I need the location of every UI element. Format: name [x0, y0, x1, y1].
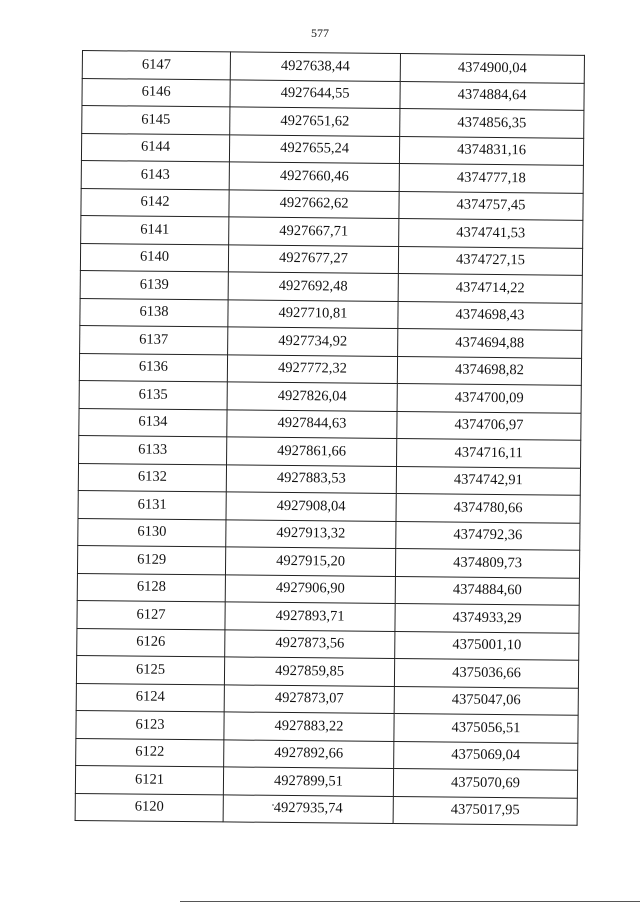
y-coordinate-cell: 4374706,97 [397, 411, 581, 440]
point-number-cell: 6131 [78, 490, 226, 519]
x-coordinate-cell: 4927772,32 [227, 354, 397, 383]
x-coordinate-cell: 4927899,51 [223, 767, 393, 796]
y-coordinate-cell: 4375056,51 [394, 714, 578, 743]
point-number-cell: 6120 [75, 793, 223, 822]
x-coordinate-cell: 4927892,66 [224, 739, 394, 768]
y-coordinate-cell: 4375069,04 [394, 741, 578, 770]
y-coordinate-cell: 4374742,91 [396, 466, 580, 495]
y-coordinate-cell: 4374716,11 [397, 439, 581, 468]
x-coordinate-cell: 4927861,66 [227, 437, 397, 466]
x-coordinate-cell: 4927677,27 [228, 244, 398, 273]
table-body [75, 51, 584, 826]
point-number-cell: 6123 [76, 710, 224, 739]
x-coordinate-cell: 4927883,22 [224, 712, 394, 741]
point-number-cell: 6129 [77, 545, 225, 574]
x-coordinate-cell: 4927873,07 [224, 684, 394, 713]
point-number-cell: 6136 [79, 353, 227, 382]
x-coordinate-cell: 4927655,24 [229, 134, 399, 163]
x-coordinate-cell: 4927906,90 [225, 574, 395, 603]
y-coordinate-cell: 4374698,43 [398, 301, 582, 330]
y-coordinate-cell: 4374757,45 [399, 191, 583, 220]
x-coordinate-cell: 4927873,56 [225, 629, 395, 658]
x-coordinate-cell: 4927662,62 [229, 189, 399, 218]
table-row [75, 793, 577, 825]
y-coordinate-cell: 4374698,82 [397, 356, 581, 385]
y-coordinate-cell: 4374933,29 [395, 604, 579, 633]
y-coordinate-cell: 4374884,60 [395, 576, 579, 605]
x-coordinate-cell: 4927935,74 [223, 794, 393, 823]
y-coordinate-cell: 4375070,69 [393, 769, 577, 798]
point-number-cell: 6127 [77, 600, 225, 629]
x-coordinate-cell: 4927660,46 [229, 162, 399, 191]
x-coordinate-cell: 4927908,04 [226, 492, 396, 521]
point-number-cell: 6126 [77, 628, 225, 657]
x-coordinate-cell: 4927651,62 [230, 107, 400, 136]
point-number-cell: 6141 [81, 215, 229, 244]
x-coordinate-cell: 4927844,63 [227, 409, 397, 438]
point-number-cell: 6130 [78, 518, 226, 547]
y-coordinate-cell: 4374694,88 [398, 329, 582, 358]
x-coordinate-cell: 4927644,55 [230, 79, 400, 108]
point-number-cell: 6121 [75, 765, 223, 794]
y-coordinate-cell: 4375047,06 [394, 686, 578, 715]
x-coordinate-cell: 4927667,71 [229, 217, 399, 246]
page-number: 577 [311, 26, 329, 40]
point-number-cell: 6145 [82, 106, 230, 135]
scan-speck [272, 804, 274, 806]
point-number-cell: 6122 [76, 738, 224, 767]
point-number-cell: 6133 [79, 435, 227, 464]
x-coordinate-cell: 4927893,71 [225, 602, 395, 631]
y-coordinate-cell: 4374831,16 [399, 136, 583, 165]
point-number-cell: 6147 [82, 51, 230, 80]
x-coordinate-cell: 4927638,44 [230, 52, 400, 81]
x-coordinate-cell: 4927692,48 [228, 272, 398, 301]
point-number-cell: 6128 [77, 573, 225, 602]
point-number-cell: 6124 [76, 683, 224, 712]
point-number-cell: 6143 [81, 160, 229, 189]
y-coordinate-cell: 4374714,22 [398, 274, 582, 303]
point-number-cell: 6134 [79, 408, 227, 437]
point-number-cell: 6139 [80, 270, 228, 299]
y-coordinate-cell: 4374809,73 [395, 549, 579, 578]
point-number-cell: 6125 [76, 655, 224, 684]
point-number-cell: 6137 [80, 325, 228, 354]
point-number-cell: 6132 [78, 463, 226, 492]
x-coordinate-cell: 4927913,32 [226, 519, 396, 548]
y-coordinate-cell: 4374777,18 [399, 164, 583, 193]
y-coordinate-cell: 4375036,66 [394, 659, 578, 688]
x-coordinate-cell: 4927734,92 [228, 327, 398, 356]
coordinates-table [75, 50, 585, 826]
point-number-cell: 6144 [81, 133, 229, 162]
y-coordinate-cell: 4374727,15 [398, 246, 582, 275]
scan-edge-line [180, 901, 640, 902]
point-number-cell: 6138 [80, 298, 228, 327]
x-coordinate-cell: 4927826,04 [227, 382, 397, 411]
y-coordinate-cell: 4374741,53 [399, 219, 583, 248]
y-coordinate-cell: 4374900,04 [400, 54, 584, 83]
x-coordinate-cell: 4927883,53 [226, 464, 396, 493]
point-number-cell: 6135 [79, 380, 227, 409]
x-coordinate-cell: 4927710,81 [228, 299, 398, 328]
point-number-cell: 6140 [80, 243, 228, 272]
y-coordinate-cell: 4374792,36 [396, 521, 580, 550]
y-coordinate-cell: 4375017,95 [393, 796, 577, 825]
x-coordinate-cell: 4927915,20 [225, 547, 395, 576]
y-coordinate-cell: 4374700,09 [397, 384, 581, 413]
point-number-cell: 6142 [81, 188, 229, 217]
x-coordinate-cell: 4927859,85 [224, 657, 394, 686]
point-number-cell: 6146 [82, 78, 230, 107]
y-coordinate-cell: 4374856,35 [400, 109, 584, 138]
y-coordinate-cell: 4374884,64 [400, 81, 584, 110]
y-coordinate-cell: 4374780,66 [396, 494, 580, 523]
y-coordinate-cell: 4375001,10 [395, 631, 579, 660]
